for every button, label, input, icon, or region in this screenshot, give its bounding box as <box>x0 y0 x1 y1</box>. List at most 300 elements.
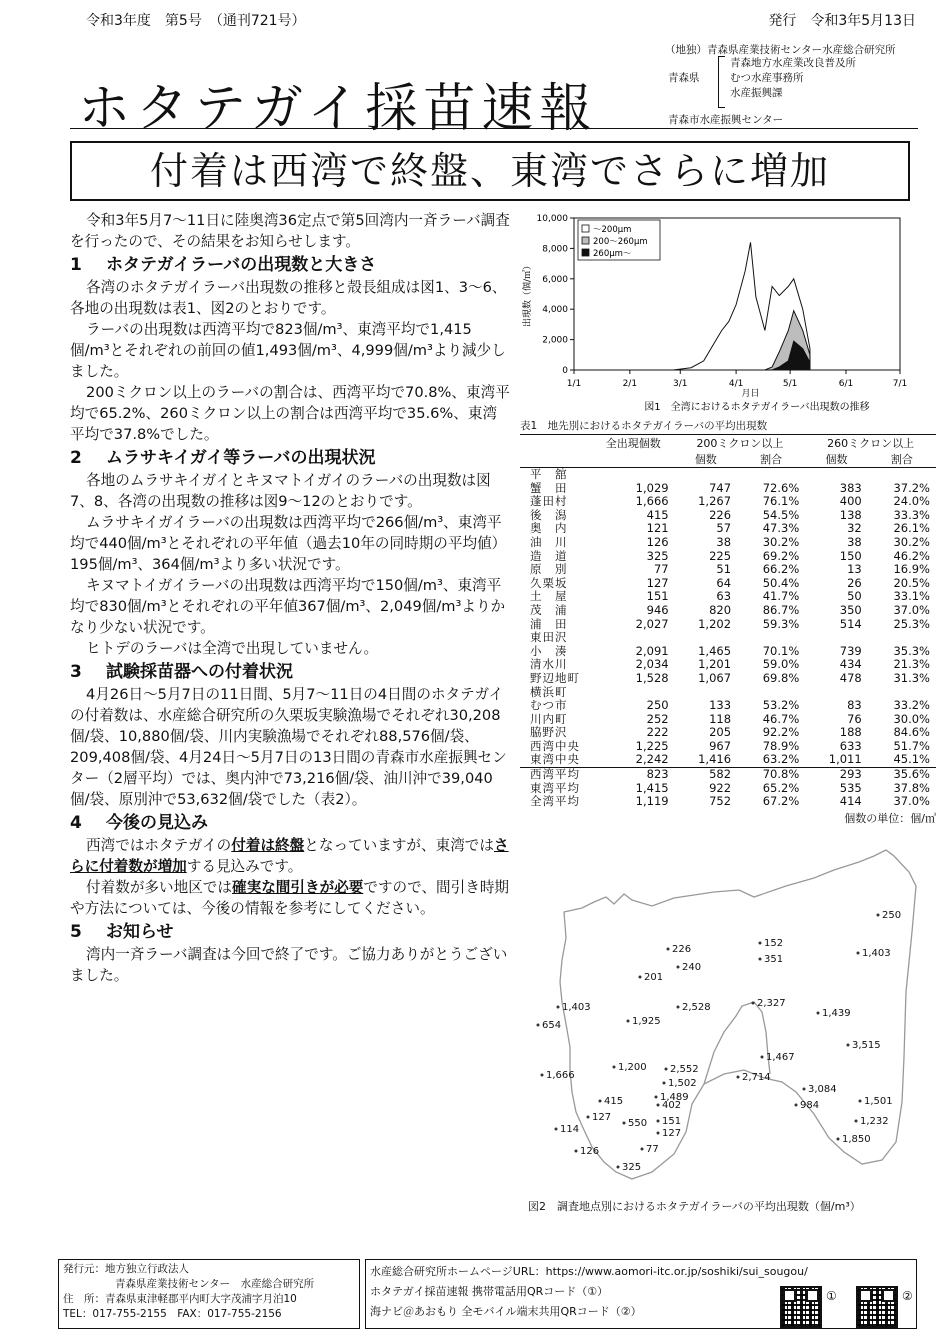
table-cell: 59.0% <box>762 657 800 672</box>
table-cell: 415 <box>646 507 669 522</box>
table-cell: 121 <box>646 521 669 536</box>
table-cell <box>868 686 936 700</box>
station-dot <box>663 1082 666 1085</box>
table-row <box>520 631 936 645</box>
table-cell <box>868 631 936 645</box>
station-value: 1,850 <box>842 1134 871 1145</box>
paragraph: 西湾ではホタテガイの付着は終盤となっていますが、東湾ではさらに付着数が増加する見込みです。 <box>70 837 509 875</box>
publisher-main: （地独）青森県産業技術センター水産総合研究所 <box>665 44 896 56</box>
station-dot <box>575 1150 578 1153</box>
station-value: 2,327 <box>757 998 786 1009</box>
publisher-prefecture: 青森県 <box>668 72 700 84</box>
table-cell: むつ市 <box>530 698 568 713</box>
table-cell: 69.2% <box>762 548 800 563</box>
station-value: 77 <box>646 1144 659 1155</box>
table-cell <box>675 686 737 700</box>
legend-swatch <box>582 249 589 256</box>
table-row <box>520 563 936 577</box>
y-tick-label: 4,000 <box>542 305 568 316</box>
table-cell: 1,225 <box>635 738 669 753</box>
table-row <box>520 550 936 564</box>
table-cell: 33.3% <box>893 507 930 522</box>
table-cell: 747 <box>709 480 732 495</box>
paragraph: ヒトデのラーバは全湾で出現していません。 <box>86 640 379 657</box>
station-value: 984 <box>800 1100 820 1111</box>
table-row <box>520 536 936 550</box>
table-cell: 126 <box>646 534 669 549</box>
station-value: 126 <box>580 1146 600 1157</box>
qr-label-2: ② <box>902 1289 913 1303</box>
table-title: 表1 地先別におけるホタテガイラーバの平均出現数 <box>520 420 768 432</box>
chart-title: 図1 全湾におけるホタテガイラーバ出現数の推移 <box>644 402 870 413</box>
intro-paragraph: 令和3年5月7～11日に陸奥湾36定点で第5回湾内一斉ラーバ調査を行ったので、その結果をお知らせします。 <box>70 212 510 250</box>
station-value: 127 <box>662 1128 682 1139</box>
table-cell: 原 別 <box>530 562 568 577</box>
table-cell: 20.5% <box>893 575 930 590</box>
table-cell: 84.6% <box>893 725 930 740</box>
table-cell: 383 <box>839 480 862 495</box>
emphasis: 付着は終盤 <box>231 837 305 854</box>
y-tick-label: 6,000 <box>542 274 568 285</box>
table-cell: 東湾中央 <box>530 752 580 767</box>
table-1 <box>520 418 936 826</box>
table-row <box>520 658 936 672</box>
table-row <box>520 482 936 496</box>
paragraph: ラーバの出現数は西湾平均で823個/m³、東湾平均で1,415個/m³とそれぞれの前回の値1,493個/m³、4,999個/m³より減少しました。 <box>70 321 506 380</box>
table-cell: 25.3% <box>893 616 930 631</box>
table-cell: 38 <box>716 534 732 549</box>
station-value: 2,552 <box>670 1064 699 1075</box>
table-row <box>520 577 936 591</box>
station-value: 127 <box>592 1112 612 1123</box>
table-cell: 2,027 <box>635 616 669 631</box>
table-row <box>520 782 936 796</box>
y-tick-label: 2,000 <box>542 335 568 346</box>
table-cell: 東田沢 <box>530 630 568 645</box>
station-value: 2,714 <box>742 1072 771 1083</box>
station-dot <box>759 958 762 961</box>
table-cell: 24.0% <box>893 494 930 509</box>
table-cell: 全湾平均 <box>530 794 580 809</box>
table-cell <box>737 468 805 482</box>
table-header: 個数 <box>694 453 717 466</box>
station-dot <box>859 1100 862 1103</box>
table-cell: 45.1% <box>893 752 930 767</box>
table-cell: 70.8% <box>737 768 805 782</box>
table-cell: 46.7% <box>762 711 800 726</box>
table-header: 個数 <box>825 453 848 466</box>
table-row <box>520 590 936 604</box>
station-value: 325 <box>622 1162 642 1173</box>
station-dot <box>627 1020 630 1023</box>
x-tick-label: 4/1 <box>728 379 744 389</box>
table-cell: 後 潟 <box>530 507 568 522</box>
table-cell: 16.9% <box>893 562 930 577</box>
station-dot <box>639 976 642 979</box>
station-value: 151 <box>662 1116 682 1127</box>
table-cell: 72.6% <box>762 480 800 495</box>
newsletter-title: ホタテガイ採苗速報 <box>78 79 598 139</box>
table-cell: 1,029 <box>635 480 669 495</box>
table-cell <box>592 631 675 645</box>
table-cell: 205 <box>709 725 732 740</box>
table-cell: 1,202 <box>698 616 732 631</box>
table-cell: 78.9% <box>762 738 800 753</box>
table-cell: 35.3% <box>893 643 930 658</box>
table-header: 割合 <box>890 453 913 466</box>
legend-label: 200～260μm <box>593 237 648 247</box>
table-cell: 226 <box>709 507 732 522</box>
table-cell: 92.2% <box>762 725 800 740</box>
station-dot <box>837 1138 840 1141</box>
table-row <box>520 604 936 618</box>
table-cell: 37.0% <box>893 602 930 617</box>
table-cell: 222 <box>646 725 669 740</box>
y-tick-label: 8,000 <box>542 244 568 255</box>
table-cell <box>805 468 867 482</box>
table-cell: 1,666 <box>635 494 669 509</box>
issue-number: 令和3年度 第5号 （通刊721号） <box>86 13 306 29</box>
station-value: 240 <box>682 962 702 973</box>
table-cell: 64 <box>716 575 732 590</box>
section-heading-2: 2 ムラサキイガイ等ラーバの出現状況 <box>70 448 376 468</box>
station-value: 1,467 <box>766 1052 795 1063</box>
paragraph: 付着数が多い地区では確実な間引きが必要ですので、間引き時期や方法については、今後の情報を参考にしてください。 <box>70 879 510 917</box>
table-cell: 33.1% <box>893 589 930 604</box>
table-cell: 30.2% <box>762 534 800 549</box>
publisher-item: 青森地方水産業改良普及所 <box>730 57 856 69</box>
paragraph: キヌマトイガイラーバの出現数は西湾平均で150個/m³、東湾平均で830個/m³とそれぞれの平年値367個/m³、2,049個/m³よりかなり少ない状況です。 <box>70 577 506 636</box>
table-cell: 西湾平均 <box>520 768 592 782</box>
publisher-city: 青森市水産振興センター <box>668 114 784 126</box>
table-cell: 33.2% <box>893 698 930 713</box>
legend-label: ～200μm <box>593 225 632 235</box>
table-cell: 76 <box>847 711 862 726</box>
table-cell: 1,267 <box>698 494 732 509</box>
table-row <box>520 495 936 509</box>
publisher-bracket <box>718 56 725 108</box>
qr-code-1[interactable] <box>780 1286 822 1328</box>
station-value: 152 <box>764 938 784 949</box>
table-cell: 76.1% <box>762 494 800 509</box>
table-cell: 633 <box>839 738 862 753</box>
table-row <box>520 713 936 727</box>
table-cell: 293 <box>805 768 867 782</box>
table-cell: 横浜町 <box>530 684 568 699</box>
table-cell: 59.3% <box>762 616 800 631</box>
table-cell: 1,011 <box>828 752 862 767</box>
table-cell: 67.2% <box>762 794 800 809</box>
footer-publisher <box>58 1259 360 1329</box>
table-header: 全出現個数 <box>605 437 661 450</box>
table-cell: 26.1% <box>893 521 930 536</box>
station-dot <box>641 1148 644 1151</box>
station-value: 1,200 <box>618 1062 647 1073</box>
bay-coastline <box>560 850 916 1179</box>
table-cell: 188 <box>839 725 862 740</box>
table-cell: 54.5% <box>762 507 800 522</box>
station-dot <box>667 948 670 951</box>
table-cell: 414 <box>839 794 862 809</box>
station-value: 1,232 <box>860 1116 889 1127</box>
table-cell <box>805 631 867 645</box>
station-dot <box>665 1068 668 1071</box>
table-cell: 21.3% <box>893 657 930 672</box>
table-cell: 752 <box>709 794 732 809</box>
station-dot <box>613 1066 616 1069</box>
table-unit: 個数の単位：個/㎥ <box>844 811 936 825</box>
station-dot <box>817 1012 820 1015</box>
table-cell: 350 <box>839 602 862 617</box>
table-cell: 蓬田村 <box>530 494 568 509</box>
legend-swatch <box>582 237 589 244</box>
table-row <box>520 740 936 754</box>
paragraph: 200ミクロン以上のラーバの割合は、西湾平均で70.8%、東湾平均で65.2%、260ミクロン以上の割合は西湾平均で35.6%、東湾平均で37.8%でした。 <box>70 384 510 443</box>
station-dot <box>677 1006 680 1009</box>
footer-links <box>365 1259 917 1329</box>
table-cell: 922 <box>709 780 732 795</box>
table-cell: 1,415 <box>635 780 669 795</box>
table-cell: 51 <box>716 562 732 577</box>
table-cell: 38 <box>847 534 862 549</box>
table-cell: 西湾中央 <box>530 738 580 753</box>
table-row <box>520 509 936 523</box>
paragraph: 湾内一斉ラーバ調査は今回で終了です。ご協力ありがとうございました。 <box>70 946 508 984</box>
table-cell: 1,067 <box>698 670 732 685</box>
table-cell: 86.7% <box>762 602 800 617</box>
table-cell: 37.8% <box>893 780 930 795</box>
table-cell: 41.7% <box>762 589 800 604</box>
station-dot <box>761 1056 764 1059</box>
station-dot <box>737 1076 740 1079</box>
station-value: 114 <box>560 1124 580 1135</box>
table-cell: 582 <box>675 768 737 782</box>
station-dot <box>617 1166 620 1169</box>
table-row <box>520 522 936 536</box>
table-cell: 1,416 <box>698 752 732 767</box>
table-header: 割合 <box>760 453 783 466</box>
table-cell <box>805 686 867 700</box>
table-cell <box>868 468 936 482</box>
station-value: 1,502 <box>668 1078 697 1089</box>
station-dot <box>557 1006 560 1009</box>
station-dot <box>877 914 880 917</box>
table-row <box>520 726 936 740</box>
table-cell <box>675 468 737 482</box>
y-axis-label: 出現数（個/㎥） <box>523 260 533 328</box>
station-dot <box>657 1120 660 1123</box>
table-row <box>520 686 936 700</box>
station-dot <box>803 1088 806 1091</box>
station-value: 402 <box>662 1100 682 1111</box>
section-heading-1: 1 ホタテガイラーバの出現数と大きさ <box>70 255 377 275</box>
table-cell: 967 <box>709 738 732 753</box>
table-cell: 久栗坂 <box>530 575 568 590</box>
figure-2-caption: 図2 調査地点別におけるホタテガイラーバの平均出現数（個/m³） <box>528 1200 861 1213</box>
station-value: 415 <box>604 1096 624 1107</box>
table-header <box>520 435 592 452</box>
table-cell: 平 舘 <box>530 467 568 481</box>
station-value: 654 <box>542 1020 562 1031</box>
table-cell: 83 <box>847 698 862 713</box>
table-cell: 清水川 <box>530 657 568 672</box>
footer-line: TEL：017-755-2155 FAX：017-755-2156 <box>63 1308 282 1320</box>
publisher-list <box>730 56 856 101</box>
table-cell: 35.6% <box>868 768 936 782</box>
x-tick-label: 2/1 <box>622 379 638 389</box>
qr-label-1: ① <box>826 1289 837 1303</box>
table-cell: 514 <box>839 616 862 631</box>
table-cell: 63.2% <box>762 752 800 767</box>
table-cell: 50.4% <box>762 575 800 590</box>
table-cell: 小 湊 <box>530 643 568 658</box>
table-cell: 37.0% <box>893 794 930 809</box>
table-cell: 250 <box>646 698 669 713</box>
station-dot <box>657 1104 660 1107</box>
table-cell: 252 <box>646 711 669 726</box>
table-cell: 70.1% <box>762 643 800 658</box>
table-cell: 2,034 <box>635 657 669 672</box>
y-tick-label: 10,000 <box>536 214 568 224</box>
table-row <box>520 468 936 482</box>
table-cell: 77 <box>653 562 669 577</box>
station-dot <box>537 1024 540 1027</box>
table-cell: 茂 浦 <box>530 602 568 617</box>
table-cell <box>675 631 737 645</box>
station-dot <box>655 1096 658 1099</box>
table-cell: 50 <box>847 589 862 604</box>
x-tick-label: 1/1 <box>566 379 582 389</box>
publisher-item: 水産振興課 <box>730 87 783 99</box>
table-cell: 37.2% <box>893 480 930 495</box>
station-dot <box>855 1120 858 1123</box>
table-cell: 脇野沢 <box>530 725 568 740</box>
table-header: 260ミクロン以上 <box>827 437 915 450</box>
table-cell: 138 <box>839 507 862 522</box>
table-cell <box>592 468 675 482</box>
homepage-url[interactable]: 水産総合研究所ホームページURL：https://www.aomori-itc.or.jp/soshiki/sui_sougou/ <box>370 1265 808 1278</box>
table-cell: 1,201 <box>698 657 732 672</box>
station-dot <box>623 1122 626 1125</box>
table-cell <box>737 686 805 700</box>
table-cell: 150 <box>839 548 862 563</box>
table-cell: 823 <box>592 768 675 782</box>
x-tick-label: 6/1 <box>838 379 854 389</box>
station-dot <box>555 1128 558 1131</box>
table-row <box>520 699 936 713</box>
section-heading-4: 4 今後の見込み <box>70 813 208 833</box>
station-value: 201 <box>644 972 664 983</box>
table-cell: 535 <box>839 780 862 795</box>
station-dot <box>752 1002 755 1005</box>
paragraph: 4月26日～5月7日の11日間、5月7～11日の4日間のホタテガイの付着数は、水産総合研究所の久栗坂実験漁場でそれぞれ30,208個/袋、10,880個/袋、川内実験漁場でそれぞれ88,576個/袋、209,408個/袋、4月24日～5月7日の13日間の青森市水産振興センター（2層平均）では、奥内沖で73,216個/袋、油川沖で39,040個/袋、原別沖で53,632個/袋でした（表2）。 <box>70 686 507 808</box>
article-body <box>70 210 510 986</box>
table-cell: 13 <box>847 562 862 577</box>
table-cell: 133 <box>709 698 732 713</box>
bay-map <box>524 842 934 1187</box>
section-heading-5: 5 お知らせ <box>70 922 174 942</box>
header-rule <box>70 128 918 129</box>
table-cell: 26 <box>847 575 862 590</box>
station-value: 1,403 <box>862 948 891 959</box>
legend-swatch <box>582 225 589 232</box>
table-cell: 奥 内 <box>530 521 568 536</box>
table-cell: 820 <box>709 602 732 617</box>
table-cell: 土 屋 <box>530 589 568 604</box>
table-cell: 浦 田 <box>530 616 568 631</box>
table-row <box>520 753 936 767</box>
figure-1-chart <box>520 210 920 415</box>
x-axis-label: 月日 <box>741 389 760 399</box>
station-dot <box>677 966 680 969</box>
table-cell: 油 川 <box>530 534 568 549</box>
table-cell: 63 <box>716 589 732 604</box>
table-cell: 434 <box>839 657 862 672</box>
station-value: 226 <box>672 944 692 955</box>
table-cell: 2,091 <box>635 643 669 658</box>
table-cell: 69.8% <box>762 670 800 685</box>
table-cell: 53.2% <box>762 698 800 713</box>
table-header: 200ミクロン以上 <box>696 437 784 450</box>
table-cell: 118 <box>709 711 732 726</box>
station-value: 250 <box>882 910 902 921</box>
station-value: 1,925 <box>632 1016 661 1027</box>
paragraph: 各湾のホタテガイラーバ出現数の推移と殻長組成は図1、3～6、各地の出現数は表1、図2のとおりです。 <box>70 279 507 317</box>
qr-code-2[interactable] <box>856 1286 898 1328</box>
table-cell: 30.2% <box>893 534 930 549</box>
table-cell: 野辺地町 <box>530 670 580 685</box>
table-cell <box>592 686 675 700</box>
station-value: 1,501 <box>864 1096 893 1107</box>
station-value: 1,403 <box>562 1002 591 1013</box>
footer-line: 青森県産業技術センター 水産総合研究所 <box>115 1278 315 1290</box>
headline: 付着は西湾で終盤、東湾でさらに増加 <box>70 141 910 201</box>
table-cell: 東湾平均 <box>530 780 580 795</box>
table-cell: 57 <box>716 521 732 536</box>
table-cell: 127 <box>646 575 669 590</box>
station-dot <box>657 1132 660 1135</box>
legend-label: 260μm～ <box>593 249 632 259</box>
station-dot <box>795 1104 798 1107</box>
table-cell: 225 <box>709 548 732 563</box>
table-cell: 造 道 <box>530 548 568 563</box>
table-cell: 46.2% <box>893 548 930 563</box>
table-cell: 739 <box>839 643 862 658</box>
emphasis: さらに付着数が増加 <box>70 837 509 875</box>
station-dot <box>587 1116 590 1119</box>
station-value: 550 <box>628 1118 648 1129</box>
table-cell: 蟹 田 <box>530 480 568 495</box>
table-row <box>520 795 936 809</box>
table-row <box>520 645 936 659</box>
table-cell: 66.2% <box>762 562 800 577</box>
table-cell: 325 <box>646 548 669 563</box>
table-cell: 65.2% <box>762 780 800 795</box>
table-cell: 31.3% <box>893 670 930 685</box>
station-dot <box>857 952 860 955</box>
station-value: 1,489 <box>660 1092 689 1103</box>
paragraph: ムラサキイガイラーバの出現数は西湾平均で266個/m³、東湾平均で440個/m³とそれぞれの平年値（過去10年の同時期の平均値）195個/m³、364個/m³より多い状況です。 <box>70 514 507 573</box>
table-cell: 1,119 <box>635 794 669 809</box>
table-cell: 151 <box>646 589 669 604</box>
emphasis: 確実な間引きが必要 <box>232 879 364 896</box>
station-value: 3,515 <box>852 1040 881 1051</box>
footer-line: 住 所：青森県東津軽郡平内町大字茂浦字月泊10 <box>63 1293 297 1305</box>
publisher-item: むつ水産事務所 <box>730 72 804 84</box>
x-tick-label: 5/1 <box>782 379 798 389</box>
table-row <box>520 618 936 632</box>
qr-note-1: ホタテガイ採苗速報 携帯電話用QRコード（①） <box>370 1285 609 1298</box>
